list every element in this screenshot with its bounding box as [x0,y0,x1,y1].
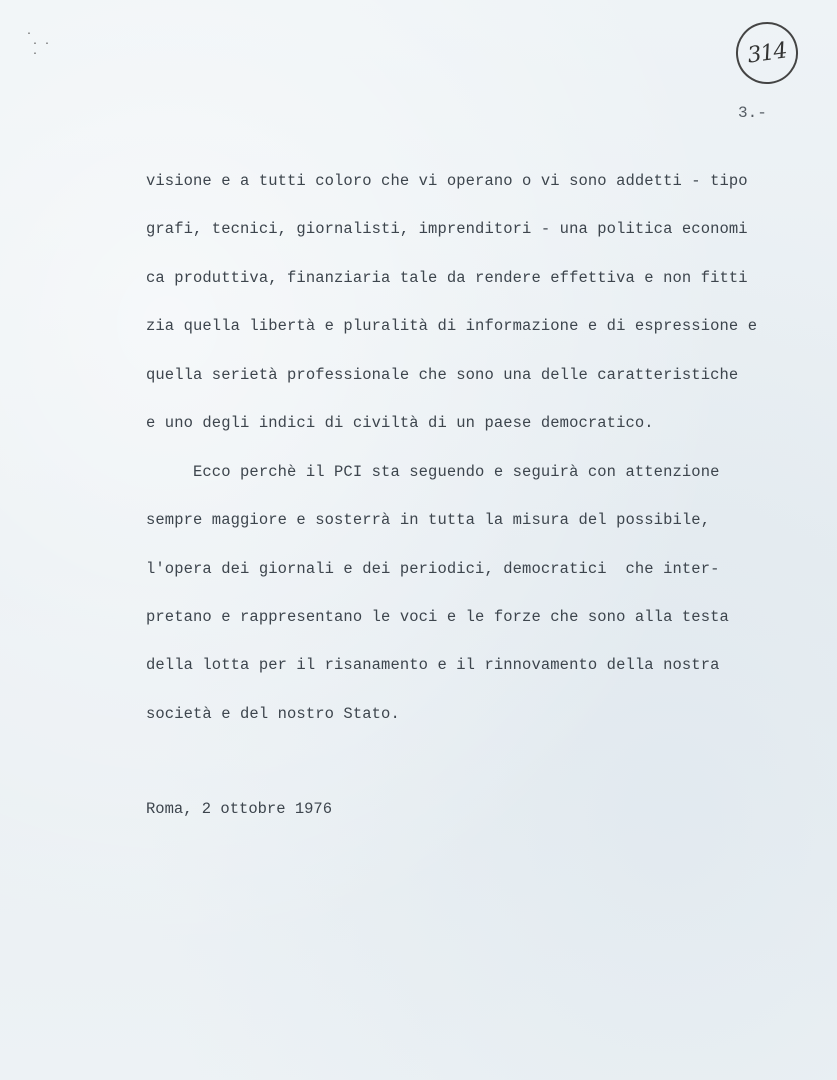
page-number: 3.- [738,104,767,122]
paragraph-1-line-3: ca produttiva, finanziaria tale da rendere effettiva e non fitti [146,269,748,287]
paragraph-2-line-1: Ecco perchè il PCI sta seguendo e seguirà con attenzione [146,463,720,481]
folio-stamp [732,18,802,88]
paragraph-1-line-2: grafi, tecnici, giornalisti, imprenditori - una politica economi [146,220,748,238]
paragraph-2-line-4: pretano e rappresentano le voci e le forze che sono alla testa [146,608,729,626]
closing-place-date: Roma, 2 ottobre 1976 [146,800,333,818]
paragraph-1-line-6: e uno degli indici di civiltà di un paese democratico. [146,414,654,432]
paragraph-1-line-5: quella serietà professionale che sono una delle caratteristiche [146,366,739,384]
paragraph-2-line-6: società e del nostro Stato. [146,705,400,723]
paper-specks: · · · · [26,29,51,60]
paragraph-2-line-3: l'opera dei giornali e dei periodici, democratici che inter- [146,560,720,578]
folio-stamp-number: 314 [745,37,789,69]
paragraph-1-line-1: visione e a tutti coloro che vi operano o vi sono addetti - tipo [146,172,748,190]
paragraph-1-line-4: zia quella libertà e pluralità di informazione e di espressione e [146,317,758,335]
paragraph-2-line-2: sempre maggiore e sosterrà in tutta la misura del possibile, [146,511,711,529]
paragraph-2-line-5: della lotta per il risanamento e il rinnovamento della nostra [146,656,720,674]
